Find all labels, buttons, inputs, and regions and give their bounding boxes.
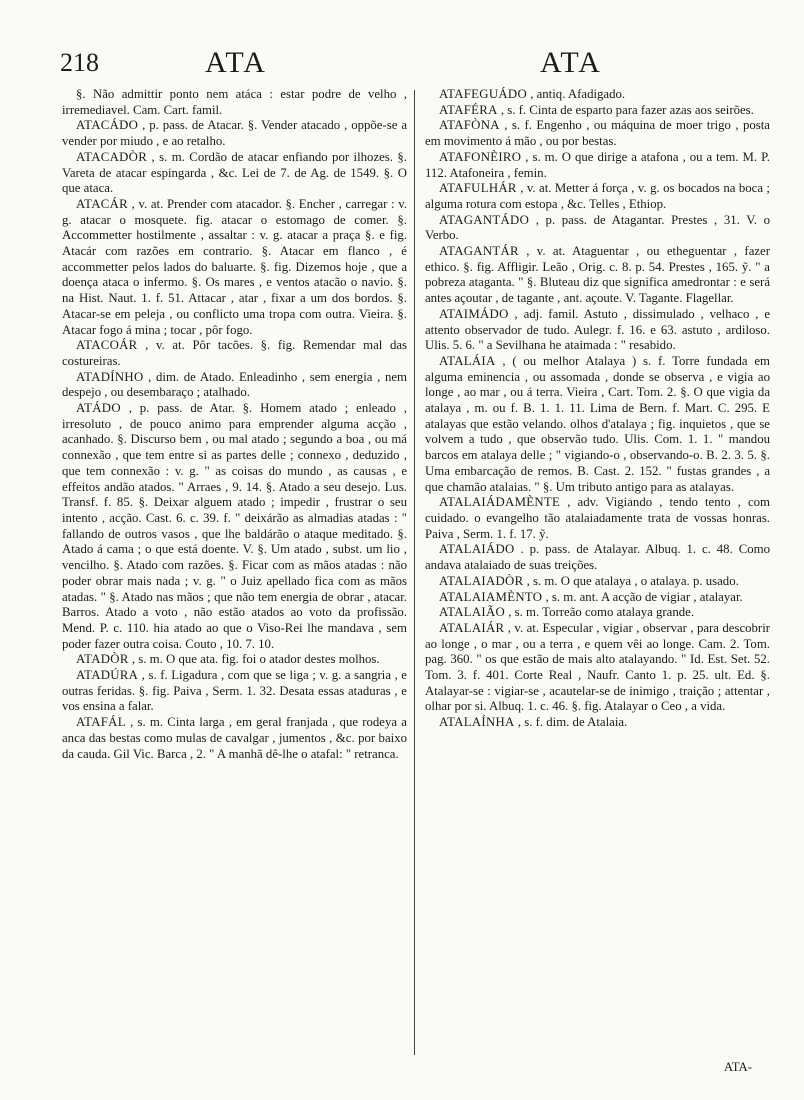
- entry-text: , antiq. Afadigado.: [530, 87, 626, 101]
- dictionary-entry: [425, 590, 770, 606]
- entry-headword: ATALAIADÒR: [439, 573, 524, 588]
- entry-text: , s. m. O que atalaya , o atalaya. p. usado.: [526, 573, 739, 588]
- dictionary-entry: [425, 495, 770, 542]
- dictionary-entry: [62, 370, 407, 401]
- entry-headword: ATAFÒNA: [439, 118, 500, 133]
- entry-text: , s. m. O que dirige a atafona , ou a tem. M. P. 112. Atafoneira , femin.: [425, 149, 770, 180]
- entry-text: , s. m. Cordão de atacar enfiando por ilhozes. §. Vareta de atacar espingarda , &c. Lei de 7. de Ag. de 1549. §. O que ataca.: [62, 149, 408, 196]
- right-column: [425, 87, 770, 731]
- entry-headword: ATALAIÁDO: [439, 542, 515, 557]
- entry-headword: ATACÁDO: [76, 118, 139, 133]
- entry-headword: ATACOÁR: [76, 338, 138, 353]
- entry-text: , p. pass. de Atacar. §. Vender atacado , oppõe-se a vender por miudo , e ao retalho.: [62, 118, 407, 149]
- entry-headword: ATALÁIA: [439, 353, 496, 368]
- entry-headword: ATAFÁL: [76, 715, 126, 730]
- entry-headword: ATAFONÈIRO: [439, 149, 522, 164]
- dictionary-entry: [62, 338, 407, 369]
- dictionary-entry: [425, 118, 770, 149]
- entry-headword: ATALAIÁR: [439, 620, 505, 635]
- entry-text: , s. m. O que ata. fig. foi o atador destes molhos.: [131, 652, 380, 667]
- dictionary-entry: [425, 103, 770, 119]
- entry-text: , v. at. Metter á força , v. g. os bocados na boca ; alguma rotura com estopa , &c. Telles , Ethiop.: [425, 181, 770, 211]
- entry-text: , s. f. Ligadura , com que se liga ; v. g. a sangria , e outras feridas. §. fig. Paiva , Serm. 1. 32. Desata essas ataduras , e vos ensina a falar.: [62, 668, 407, 714]
- entry-headword: ATACADÒR: [76, 149, 148, 164]
- entry-text: , adv. Vigiando , tendo tento , com cuidado. o evangelho tão atalaiadamente trata de vossas honras. Paiva , Serm. 1. f. 17. ỹ.: [425, 495, 770, 541]
- entry-text: , s. f. dim. de Atalaia.: [517, 715, 628, 730]
- entry-headword: ATADÒR: [76, 652, 129, 667]
- left-column: [62, 87, 407, 762]
- entry-headword: ATAFEGUÁDO: [439, 87, 527, 101]
- dictionary-entry: [425, 150, 770, 181]
- entry-text: , v. at. Pôr tacões. §. fig. Remendar mal das costureiras.: [62, 338, 407, 368]
- entry-headword: ATALAIAMÈNTO: [439, 589, 543, 604]
- catchword: ATA-: [723, 1060, 752, 1074]
- dictionary-entry: [62, 668, 407, 715]
- column-divider: [414, 90, 415, 1055]
- entry-headword: ATAIMÁDO: [439, 306, 509, 321]
- entry-text: , s. f. Cinta de esparto para fazer azas aos seirões.: [500, 102, 754, 117]
- entry-text: , dim. de Atado. Enleadinho , sem energia , nem despejo , ou desembaraço ; atalhado.: [62, 369, 407, 400]
- dictionary-entry: [425, 715, 770, 731]
- dictionary-entry: [425, 574, 770, 590]
- entry-text: , s. m. ant. A acção de vigiar , atalayar.: [545, 589, 743, 604]
- dictionary-entry: [62, 118, 407, 149]
- entry-text: , p. pass. de Atar. §. Homem atado ; enleado , irresoluto , de pouco animo para emprender alguma acção , acanhado. §. Discurso bem , ou mal atado ; segundo a boa , ou má connexão , que tem entre si as partes delle ; connexo , deduzido , que tem connexão : v. g. " as coisas do mundo , as causas , e effeitos andão atados. " Arraes , 9. 14. §. Atado a seu desejo. Lus. Transf. f. 85. §. Deixar alguem atado ; impedir , frustrar o seu intento , acção. Cast. 6. c. 39. f. " deixárão as almadias atadas : " fallando de outros vasos , que lhe baldárão o ataque meditado. §. Atado á cama ; o que está doente. V. §. Um atado , subst. um lio , vencilho. §. Atado com razões. §. Ficar com as mãos atadas : não poder obrar mais nada ; v. g. " o Juiz apellado fica com as mãos atadas. " §. Atado nas mãos ; que não tem energia de obrar , atacar. Barros. Atado a voto , não estão atados ao voto da profissão. Mend. P. c. 110. hia atado ao que o Viso-Rei lhe mandava , sem poder fazer outra coisa. Couto , 10. 7. 10.: [62, 401, 407, 651]
- entry-text: . p. pass. de Atalayar. Albuq. 1. c. 48. Como andava atalaiado de suas treições.: [425, 542, 770, 573]
- entry-headword: ATADÍNHO: [76, 369, 144, 384]
- entry-headword: ATACÁR: [76, 196, 128, 211]
- dictionary-entry: [62, 652, 407, 668]
- entry-text: , ( ou melhor Atalaya ) s. f. Torre fundada em alguma eminencia , ou assomada , donde se observa , e vigia ao longe , ao mar , ou á terra. Vieira , Cart. Tom. 2. §. O que vigia da atalaya , m. ou f. B. 1. 1. 11. Lima de Bern. f. Mart. C. 295. E atalayas que estão velando. olhos d'atalaya ; fig. inquietos , que se volvem a tudo , que observão tudo. Ulis. Com. 1. 1. " mandou barcos em atalaya delle ; " vigiando-o , observando-o. B. 2. 3. 5. §. Uma embarcação de remos. B. Cast. 2. 152. " fustas grandes , a que chamão atalaias. " §. Um tributo antigo para as atalayas.: [425, 353, 771, 494]
- page-number: 218: [60, 48, 99, 77]
- entry-text: , s. m. Cinta larga , em geral franjada , que rodeya a anca das bestas como mulas de cavalgar , jumentos , &c. por baixo da cauda. Gil Vic. Barca , 2. " A manhã dê-lhe o atafal: " retranca.: [62, 715, 407, 761]
- dictionary-entry: [62, 150, 407, 197]
- entry-text: , v. at. Ataguentar , ou etheguentar , fazer ethico. §. fig. Affligir. Leão , Orig. c. 8. p. 54. Prestes , 165. ỹ. " a pobreza atagantа. " §. Bluteau diz que significa amedrontar : e será antes açoutar , de tagante , ant. açoute. V. Tagante. Flagellar.: [425, 244, 770, 306]
- entry-headword: ATAFÉRA: [439, 102, 498, 117]
- dictionary-entry: [425, 354, 770, 495]
- dictionary-entry: [425, 87, 770, 103]
- dictionary-entry: [62, 715, 407, 762]
- entry-headword: ATALAIÃO: [439, 605, 506, 620]
- dictionary-entry: [425, 605, 770, 621]
- dictionary-entry: [62, 87, 407, 118]
- entry-text: , adj. famil. Astuto , dissimulado , velhaco , e attento observador de tudo. Aulegr. f. 16. e 63. astuto , ardiloso. Ulis. 5. 6. " a Sevilhana he ataimada : " resabido.: [425, 306, 771, 353]
- entry-text: , v. at. Prender com atacador. §. Encher , carregar : v. g. atacar o mosquete. fig. atacar o estomago de comer. §. Accommetter hostilmente , assaltar : v. g. atacar a praça §. e fig. Atacár com razões em contrario. §. Atacar em flanco , é accommetter pelos lados do baluarte. §. fig. Dizemos hoje , que a doença ataca o infermo. §. Os mares , e ventos atacão o navio. §. na Hist. Naut. 1. f. 51. Attacar , atar , fixar a um dos bordos. §. Atacar-se em peleja , ou conflicto uma tropa com outra. Vieira. §. Atacar fogo á mina ; tocar , pôr fogo.: [62, 196, 407, 337]
- page-header: [0, 44, 804, 84]
- dictionary-entry: [425, 181, 770, 212]
- entry-headword: ATADÚRA: [76, 668, 139, 683]
- entry-headword: ATALAÍNHA: [439, 715, 515, 730]
- entry-text: , s. f. Engenho , ou máquina de moer trigo , posta em movimento á mão , ou por bestas.: [425, 118, 770, 149]
- entry-headword: ATAGANTÁR: [439, 244, 519, 259]
- entry-headword: ATAFULHÁR: [439, 181, 517, 196]
- dictionary-entry: [425, 621, 770, 715]
- dictionary-entry: [62, 401, 407, 652]
- entry-headword: ATÁDO: [76, 401, 121, 416]
- entry-headword: ATAGANTÁDO: [439, 212, 530, 227]
- dictionary-entry: [425, 213, 770, 244]
- entry-headword: ATALAIÁDAMÈNTE: [439, 495, 561, 510]
- dictionary-entry: [425, 244, 770, 307]
- dictionary-entry: [425, 542, 770, 573]
- entry-text: , v. at. Especular , vigiar , observar , para descobrir ao longe , o mar , ou a terra , e quem vêi ao longe. Cam. 2. Tom. pag. 360. " os que estão de mais alto atalayando. " Id. Est. Set. 52. Tom. 3. f. 401. Corte Real , Naufr. Canto 1. p. 25. ult. Ed. §. Atalayar-se : vigiar-se , acautelar-se de inimigo , traição ; attentar , olhar por si. Albuq. 1. c. 46. §. fig. Atalayar o Ceo , a vida.: [425, 620, 771, 714]
- entry-text: §. Não admittir ponto nem atáca : estar podre de velho , irremediavel. Cam. Cart. famil.: [62, 87, 407, 117]
- running-head-left: ATA: [205, 46, 267, 79]
- dictionary-entry: [62, 197, 407, 338]
- entry-text: , s. m. Torreão como atalaya grande.: [508, 605, 695, 620]
- dictionary-entry: [425, 307, 770, 354]
- running-head-right: ATA: [540, 46, 602, 79]
- entry-text: , p. pass. de Atagantar. Prestes , 31. V. o Verbo.: [425, 212, 770, 243]
